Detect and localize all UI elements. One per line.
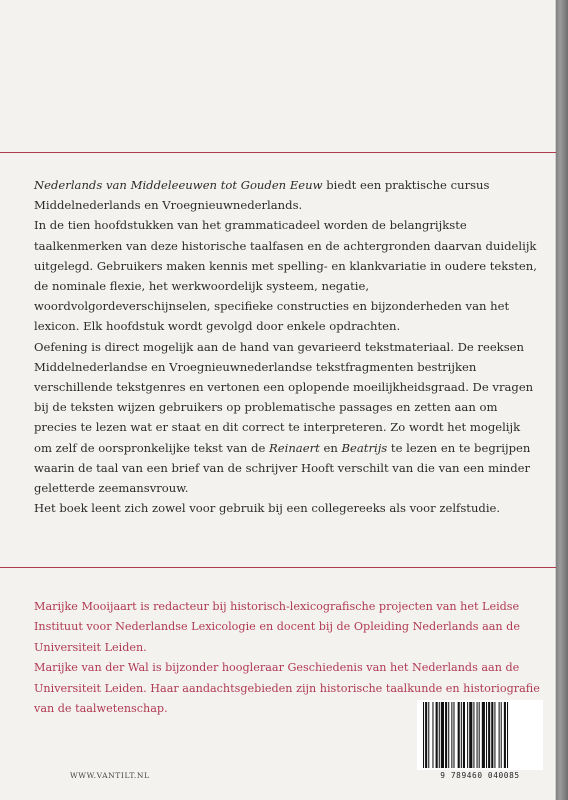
blurb-p3-end: te lezen en te begrijpen waarin de taal van een brief van de schrijver Hooft verschilt van die van een minder geletterde zeemansvrouw. <box>34 440 531 496</box>
barcode-bar <box>482 702 485 768</box>
blurb-p3-text: Oefening is direct mogelijk aan de hand van gevarieerd tekstmateriaal. De reeksen Middelnederlandse en Vroegnieuwnederlandse tekstfragmenten bestrijken verschillende tekstgenres en vertonen een oplopende moeilijkheidsgraad. De vragen bij de teksten wijzen gebruikers op problematische passages en zetten aan om precies te lezen wat er staat en dit correct te interpreteren. Zo wordt het mogelijk om zelf de oorspronkelijke tekst van de <box>34 339 534 455</box>
barcode-bar <box>494 702 495 768</box>
barcode-bar <box>441 702 444 768</box>
top-divider <box>0 152 556 153</box>
title-reinaert: Reinaert <box>269 440 320 455</box>
barcode-bar <box>439 702 440 768</box>
barcode-bar <box>479 702 480 768</box>
barcode-bar <box>491 702 493 768</box>
barcode-bar <box>473 702 474 768</box>
author-bio-2: Marijke van der Wal is bijzonder hoogleraar Geschiedenis van het Nederlands aan de Universiteit Leiden. Haar aandachtsgebieden zijn historische taalkunde en historiografie van de taalwetenschap. <box>34 661 540 716</box>
title-beatrijs: Beatrijs <box>341 440 388 455</box>
barcode <box>417 700 543 770</box>
barcode-bars <box>421 702 539 768</box>
barcode-bar <box>445 702 447 768</box>
barcode-bar <box>469 702 472 768</box>
barcode-bar <box>458 702 460 768</box>
blurb-paragraph-4: Het boek leent zich zowel voor gebruik bij een collegereeks als voor zelfstudie. <box>34 501 501 516</box>
barcode-bar <box>507 702 508 768</box>
barcode-bar <box>428 702 429 768</box>
blurb-paragraph-1 <box>34 175 540 215</box>
blurb-paragraph-3 <box>34 337 540 499</box>
barcode-bar <box>501 702 502 768</box>
barcode-bar <box>461 702 462 768</box>
blurb-text <box>34 175 540 518</box>
barcode-bar <box>499 702 500 768</box>
barcode-bar <box>504 702 506 768</box>
barcode-bar <box>463 702 465 768</box>
barcode-bar <box>477 702 478 768</box>
isbn-number: 9 789460 040085 <box>440 771 520 780</box>
barcode-bar <box>423 702 424 768</box>
barcode-bar <box>453 702 454 768</box>
barcode-bar <box>432 702 433 768</box>
barcode-bar <box>448 702 449 768</box>
publisher-url: WWW.VANTILT.NL <box>70 771 150 780</box>
barcode-bar <box>451 702 452 768</box>
blurb-paragraph-2: In de tien hoofdstukken van het grammaticadeel worden de belangrijkste taalkenmerken van deze historische taalfasen en de achtergronden daarvan duidelijk uitgelegd. Gebruikers maken kennis met spelling- en klankvariatie in oudere teksten, de nominale flexie, het werkwoordelijk systeem, negatie, woordvolgordeverschijnselen, specifieke constructies en bijzonderheden van het lexicon. Elk hoofdstuk wordt gevolgd door enkele opdrachten. <box>34 218 537 334</box>
barcode-bar <box>486 702 487 768</box>
blurb-p3-and: en <box>319 440 342 455</box>
middle-divider <box>0 567 556 568</box>
author-bio-1: Marijke Mooijaart is redacteur bij historisch-lexicografische projecten van het Leidse Instituut voor Nederlandse Lexicologie en docent bij de Opleiding Nederlands aan de Universiteit Leiden. <box>34 600 520 654</box>
blurb-intro-rest: biedt een praktische cursus Middelnederlands en Vroegnieuwnederlands. <box>34 178 490 213</box>
barcode-bar <box>425 702 427 768</box>
barcode-bar <box>467 702 468 768</box>
barcode-bar <box>488 702 490 768</box>
barcode-bar <box>436 702 438 768</box>
book-title: Nederlands van Middeleeuwen tot Gouden Eeuw <box>34 178 323 192</box>
